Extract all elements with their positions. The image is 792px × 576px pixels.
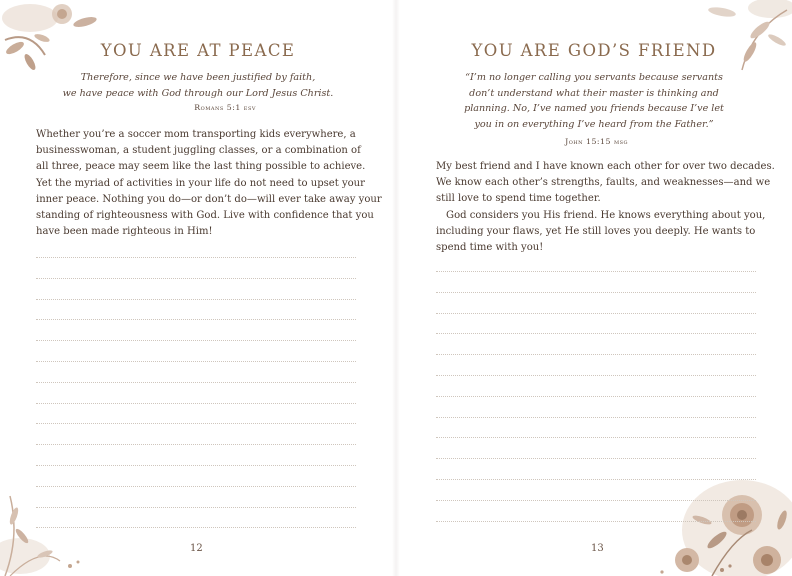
body-line: still love to spend time together. xyxy=(436,193,601,205)
page-title: YOU ARE AT PEACE xyxy=(100,41,296,60)
journal-rule xyxy=(36,382,356,383)
journal-rule xyxy=(36,423,356,424)
journal-rule xyxy=(36,299,356,300)
right-page xyxy=(396,0,792,576)
journal-rule xyxy=(436,354,756,355)
body-line: have been made righteous in Him! xyxy=(36,226,213,238)
body-line: inner peace. Nothing you do—or don’t do—will ever take away your xyxy=(36,193,382,205)
body-line: including your flaws, yet He still loves you deeply. He wants to xyxy=(436,225,756,237)
devotional-text xyxy=(436,159,775,256)
journal-rule xyxy=(436,458,756,459)
body-line: Yet the myriad of activities in your life do not need to upset your xyxy=(36,177,365,189)
journal-rule xyxy=(436,479,756,480)
journal-rule xyxy=(436,437,756,438)
journal-rule xyxy=(436,375,756,376)
journal-rule xyxy=(36,507,356,508)
journal-rule xyxy=(36,486,356,487)
journal-rule xyxy=(36,361,356,362)
verse-line: Therefore, since we have been justified by faith, xyxy=(80,72,316,83)
journal-rule xyxy=(36,278,356,279)
page-number: 12 xyxy=(190,543,203,554)
body-line: Whether you’re a soccer mom transporting kids everywhere, a xyxy=(36,129,356,140)
scripture-reference: John 15:15 msg xyxy=(565,137,628,146)
journal-rule xyxy=(36,319,356,320)
body-line: all three, peace may seem like the last thing possible to achieve. xyxy=(36,161,366,173)
journal-rule xyxy=(36,403,356,404)
body-line: My best friend and I have known each other for over two decades. xyxy=(436,161,775,172)
journal-rule xyxy=(436,521,756,522)
journal-rule xyxy=(436,271,756,272)
devotional-text xyxy=(36,127,382,240)
journal-rule xyxy=(436,417,756,418)
journal-rule xyxy=(436,396,756,397)
page-title: YOU ARE GOD’S FRIEND xyxy=(471,41,717,60)
journal-rule xyxy=(436,333,756,334)
journal-rule xyxy=(36,340,356,341)
journal-rule xyxy=(436,313,756,314)
body-line: standing of righteousness with God. Live with confidence that you xyxy=(36,210,374,222)
verse-line: we have peace with God through our Lord Jesus Christ. xyxy=(62,87,334,99)
journal-rule xyxy=(36,257,356,258)
body-line: spend time with you! xyxy=(436,242,544,254)
journal-rule xyxy=(36,527,356,528)
body-line: God considers you His friend. He knows everything about you, xyxy=(436,209,766,221)
verse-line: planning. No, I’ve named you friends because I’ve let xyxy=(464,103,724,115)
scripture-verse xyxy=(20,70,376,101)
journal-lines[interactable] xyxy=(36,257,356,548)
journal-rule xyxy=(36,465,356,466)
verse-line: “I’m no longer calling you servants because servants xyxy=(465,72,723,83)
verse-line: you in on everything I’ve heard from the Father.” xyxy=(474,118,714,130)
scripture-reference: Romans 5:1 esv xyxy=(194,103,256,112)
page-number: 13 xyxy=(591,543,604,554)
journal-lines[interactable] xyxy=(436,271,756,541)
scripture-verse xyxy=(416,70,772,132)
journal-rule xyxy=(436,500,756,501)
verse-line: don’t understand what their master is thinking and xyxy=(469,87,719,99)
body-line: We know each other’s strengths, faults, and weaknesses—and we xyxy=(436,177,771,189)
body-line: businesswoman, a student juggling classes, or a combination of xyxy=(36,145,361,157)
journal-rule xyxy=(36,444,356,445)
journal-rule xyxy=(436,292,756,293)
